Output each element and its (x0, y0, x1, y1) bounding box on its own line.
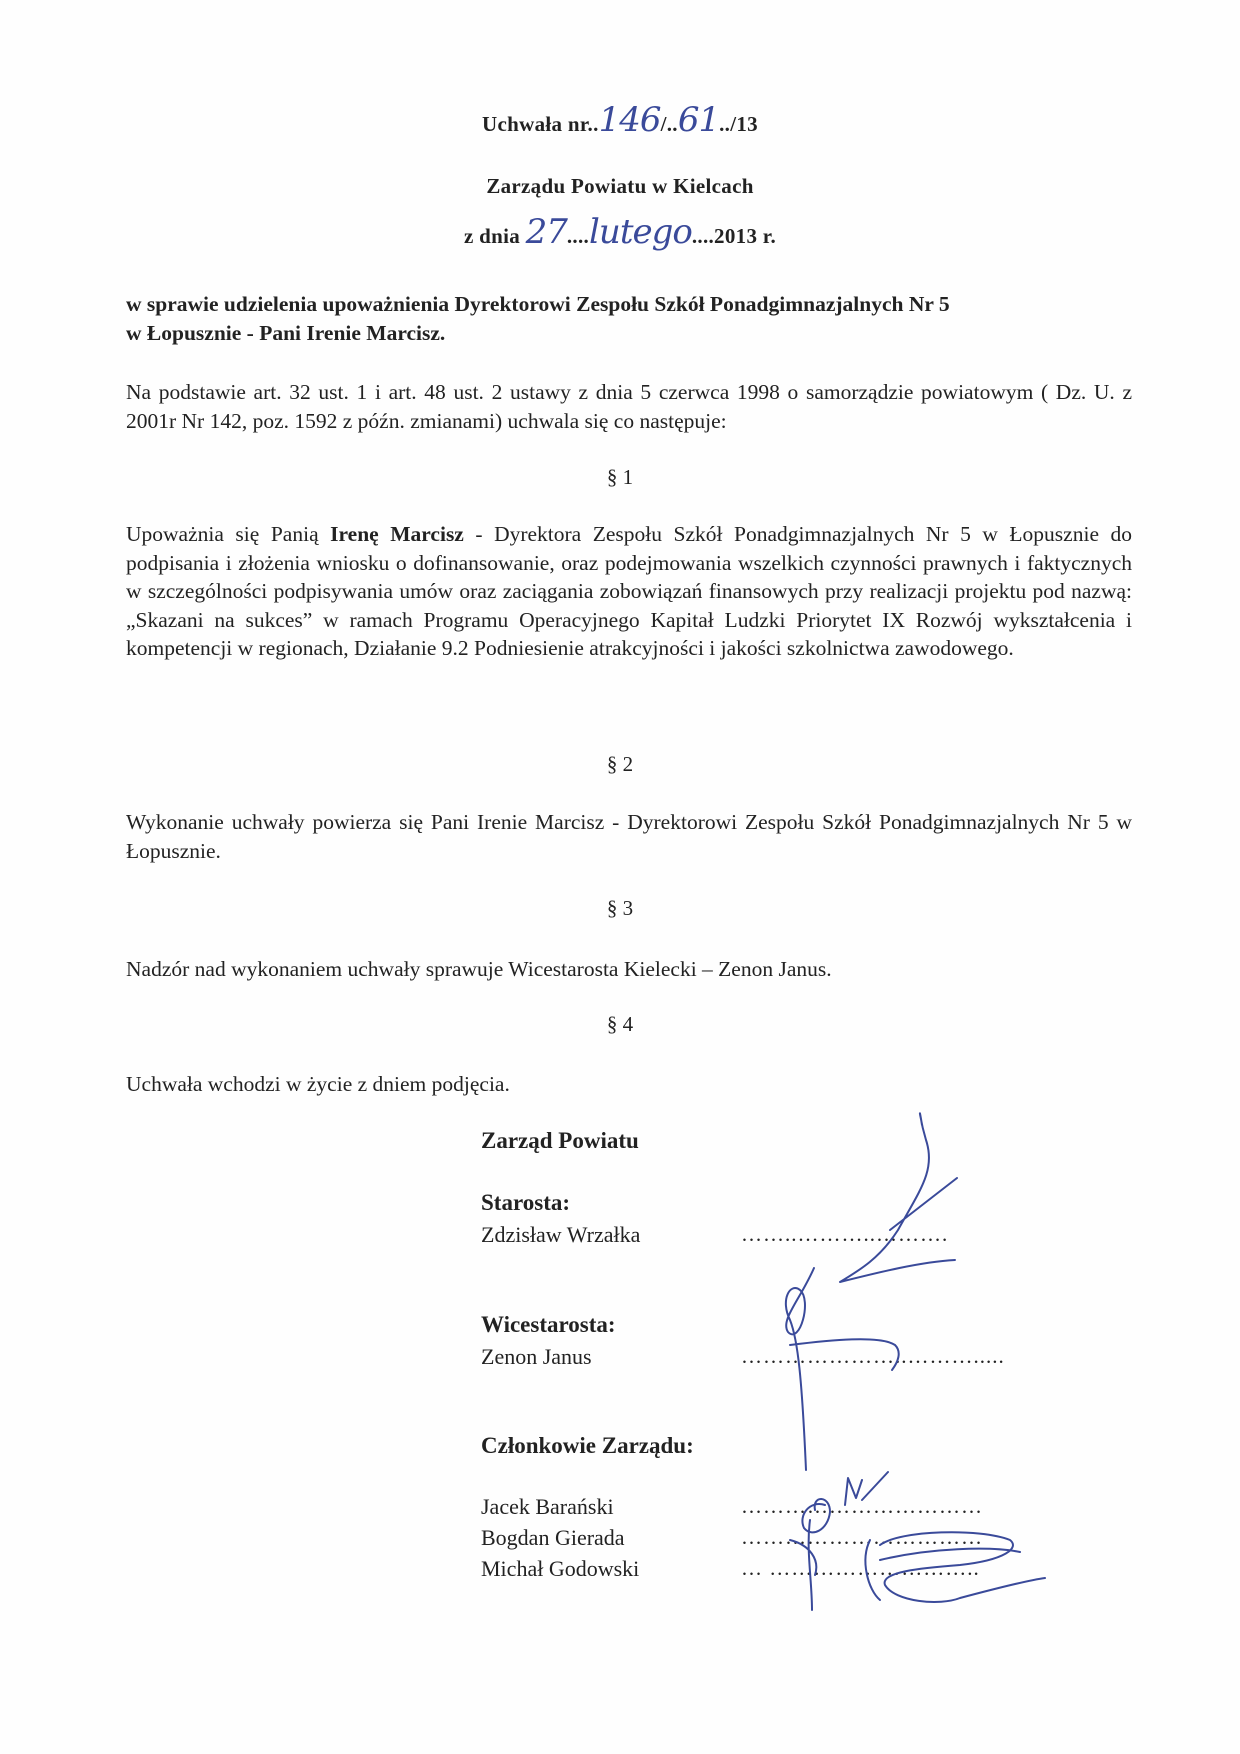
section-2-mark: § 2 (606, 752, 634, 776)
member-name: Bogdan Gierada (481, 1525, 625, 1550)
members-title: Członkowie Zarządu: (481, 1433, 694, 1458)
starosta-title: Starosta: (481, 1190, 571, 1215)
section-1-text: Upoważnia się Panią Irenę Marcisz - Dyrektora Zespołu Szkół Ponadgimnazjalnych Nr 5 w Łopusznie do podpisania i złożenia wniosku o dofinansowanie, oraz podejmowania wszelkich czynności prawnych i faktycznych w szczególności podpisywania umów oraz zaciągania zobowiązań finansowych przy realizacji projektu pod nazwą: „Skazani na sukces” w ramach Programu Operacyjnego Kapitał Ludzki Priorytet IX Rozwój wykształcenia i kompetencji w regionach, Działanie 9.2 Podniesienie atrakcyjności i jakości szkolnictwa zawodowego. (126, 522, 1133, 660)
vice-name: Zenon Janus (481, 1344, 592, 1369)
title-prefix: Uchwała nr (482, 112, 588, 136)
member-signature-line: …………………………… (741, 1494, 983, 1518)
member-name: Michał Godowski (481, 1556, 640, 1581)
vice-signature-line: …………………..………..... (741, 1344, 1005, 1368)
starosta-name: Zdzisław Wrzałka (481, 1222, 641, 1247)
section-2-text: Wykonanie uchwały powierza się Pani Irenie Marcisz - Dyrektorowi Zespołu Szkół Ponadgimnazjalnych Nr 5 w Łopusznie. (126, 810, 1132, 863)
legal-basis: Na podstawie art. 32 ust. 1 i art. 48 ust. 2 ustawy z dnia 5 czerwca 1998 o samorządzie powiatowym ( Dz. U. z 2001r Nr 142, poz. 1592 z późn. zmianami) uchwala się co następuje: (126, 380, 1132, 433)
section-4-text: Uchwała wchodzi w życie z dniem podjęcia. (126, 1072, 510, 1096)
board-heading: Zarząd Powiatu (481, 1128, 639, 1153)
section-4-mark: § 4 (606, 1012, 634, 1036)
vice-title: Wicestarosta: (481, 1312, 616, 1337)
member-signature-line: … ……………………….. (741, 1556, 980, 1580)
handwritten-day: 27 (525, 212, 567, 252)
handwritten-month: lutego (589, 212, 692, 252)
member-name: Jacek Barański (481, 1494, 614, 1519)
authorized-person: Irenę Marcisz (330, 522, 464, 546)
member-signature-line: …………………………… (741, 1525, 983, 1549)
resolution-number: Uchwała nr..146/..61../13 (482, 100, 758, 140)
subject-line-1: w sprawie udzielenia upoważnienia Dyrektorowi Zespołu Szkół Ponadgimnazjalnych Nr 5 (126, 292, 950, 316)
handwritten-number-2: 61 (677, 100, 720, 140)
date-line: z dnia 27....lutego....2013 r. (463, 212, 777, 252)
section-3-text: Nadzór nad wykonaniem uchwały sprawuje Wicestarosta Kielecki – Zenon Janus. (126, 957, 832, 981)
section-3-mark: § 3 (606, 896, 634, 920)
number-suffix: /13 (730, 112, 758, 136)
subject-line-2: w Łopusznie - Pani Irenie Marcisz. (126, 320, 446, 345)
vice-signature (786, 1268, 899, 1470)
section-1-mark: § 1 (606, 465, 634, 489)
authority-line: Zarządu Powiatu w Kielcach (486, 174, 754, 198)
starosta-signature-line: ……..………..………. (741, 1222, 949, 1246)
subject (126, 290, 1132, 347)
handwritten-number-1: 146 (598, 100, 661, 140)
starosta-signature (840, 1113, 957, 1282)
